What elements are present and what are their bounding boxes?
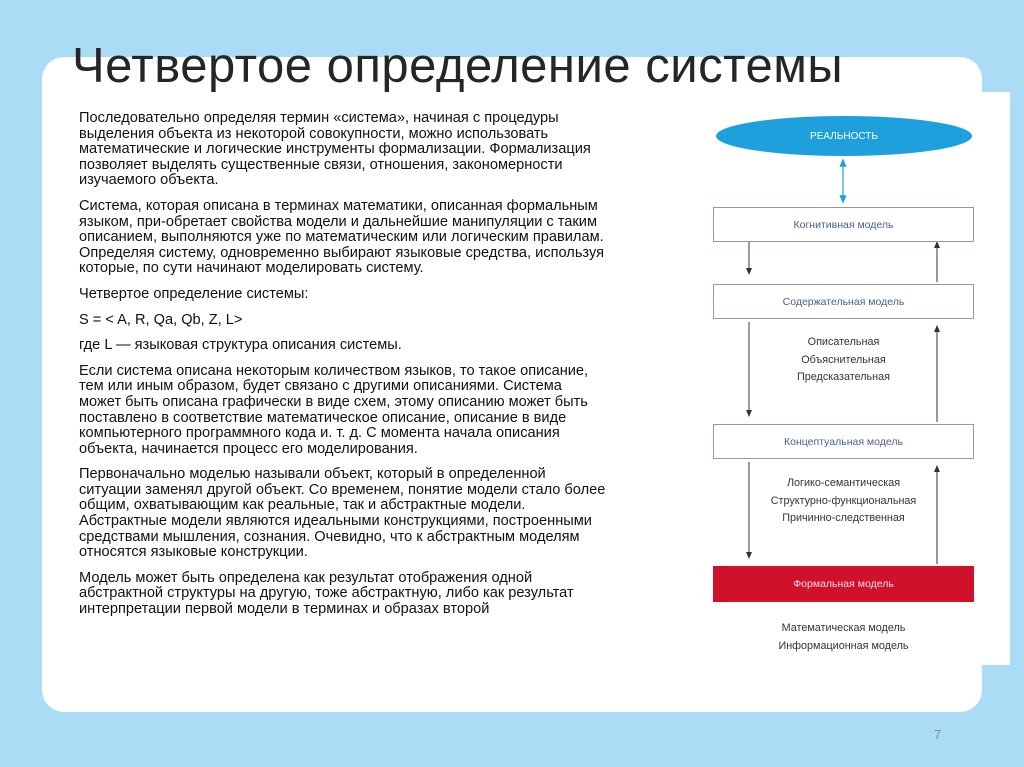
- type-label: Структурно-функциональная: [770, 494, 917, 507]
- type-label: Объяснительная: [801, 353, 886, 366]
- text-line: Четвертое определение системы:: [79, 285, 309, 302]
- text-line: Абстрактные модели являются идеальными конструкциями, построенными: [79, 513, 592, 530]
- text-line: изучаемого объекта.: [79, 172, 219, 189]
- text-line: S = < A, R, Qa, Qb, Z, L>: [79, 311, 243, 328]
- text-line: Система, которая описана в терминах математики, описанная формальным: [79, 197, 598, 214]
- text-line: позволяет выделять существенные связи, отношения, закономерности: [79, 156, 563, 173]
- text-line: Если система описана некоторым количеством языков, то такое описание,: [79, 362, 589, 379]
- type-label: Логико-семантическая: [786, 477, 901, 489]
- text-line: Определяя систему, одновременно выбирают языковые средства, используя: [79, 244, 604, 261]
- text-line: ситуации заменял другой объект. Со временем, понятие модели стало более: [79, 481, 606, 498]
- type-label: Описательная: [807, 336, 880, 348]
- text-line: поставлено в соответствие математическое описание, описание в виде: [79, 409, 567, 426]
- text-line: математические и логические инструменты формализации. Формализация: [79, 141, 591, 158]
- text-line: интерпретации первой модели в терминах и образах второй: [79, 601, 490, 618]
- conceptual-model-box: Концептуальная модель: [713, 424, 974, 459]
- text-line: средствами мышления, сознания. Очевидно, что к абстрактным моделям: [79, 528, 580, 545]
- text-line: которые, по сути начинают моделировать систему.: [79, 260, 424, 277]
- text-line: где L — языковая структура описания системы.: [79, 337, 402, 354]
- text-line: Первоначально моделью называли объект, который в определенной: [79, 466, 546, 483]
- text-line: выделения объекта из некоторой совокупности, можно использовать: [79, 125, 549, 142]
- text-line: общим, охватывающим как реальные, так и абстрактные модели.: [79, 497, 526, 514]
- text-line: описанием, выполняются уже по математическим или логическим правилам.: [79, 229, 604, 246]
- text-line: относятся языковые конструкции.: [79, 544, 308, 561]
- text-line: Последовательно определяя термин «система», начиная с процедуры: [79, 111, 559, 126]
- reality-ellipse: РЕАЛЬНОСТЬ: [716, 116, 972, 156]
- formal-model-types: [713, 620, 974, 655]
- text-line: языком, при-обретает свойства модели и дальнейшие манипуляции с таким: [79, 213, 597, 230]
- type-label: Информационная модель: [778, 639, 909, 652]
- conceptual-model-types: [713, 475, 974, 528]
- cognitive-model-box: Когнитивная модель: [713, 207, 974, 242]
- type-label: Причинно-следственная: [782, 512, 905, 524]
- text-line: Модель может быть определена как результат отображения одной: [79, 569, 533, 586]
- text-line: абстрактной структуры на другую, тоже абстрактную, либо как результат: [79, 585, 574, 602]
- type-label: Математическая модель: [781, 622, 906, 634]
- content-model-types: [713, 334, 974, 387]
- text-line: тем или иным образом, будет связано с другими описаниями. Система: [79, 378, 562, 395]
- type-label: Предсказательная: [796, 371, 890, 383]
- text-line: объекта, начинается процесс его моделирования.: [79, 440, 418, 457]
- page-number: 7: [934, 727, 942, 742]
- formal-model-box: Формальная модель: [713, 566, 974, 602]
- slide-title: Четвертое определение системы: [72, 39, 844, 93]
- text-line: может быть описана графически в виде схем, этому описанию может быть: [79, 393, 588, 410]
- text-line: компьютерного программного кода и. т. д. С момента начала описания: [79, 425, 560, 442]
- content-model-box: Содержательная модель: [713, 284, 974, 319]
